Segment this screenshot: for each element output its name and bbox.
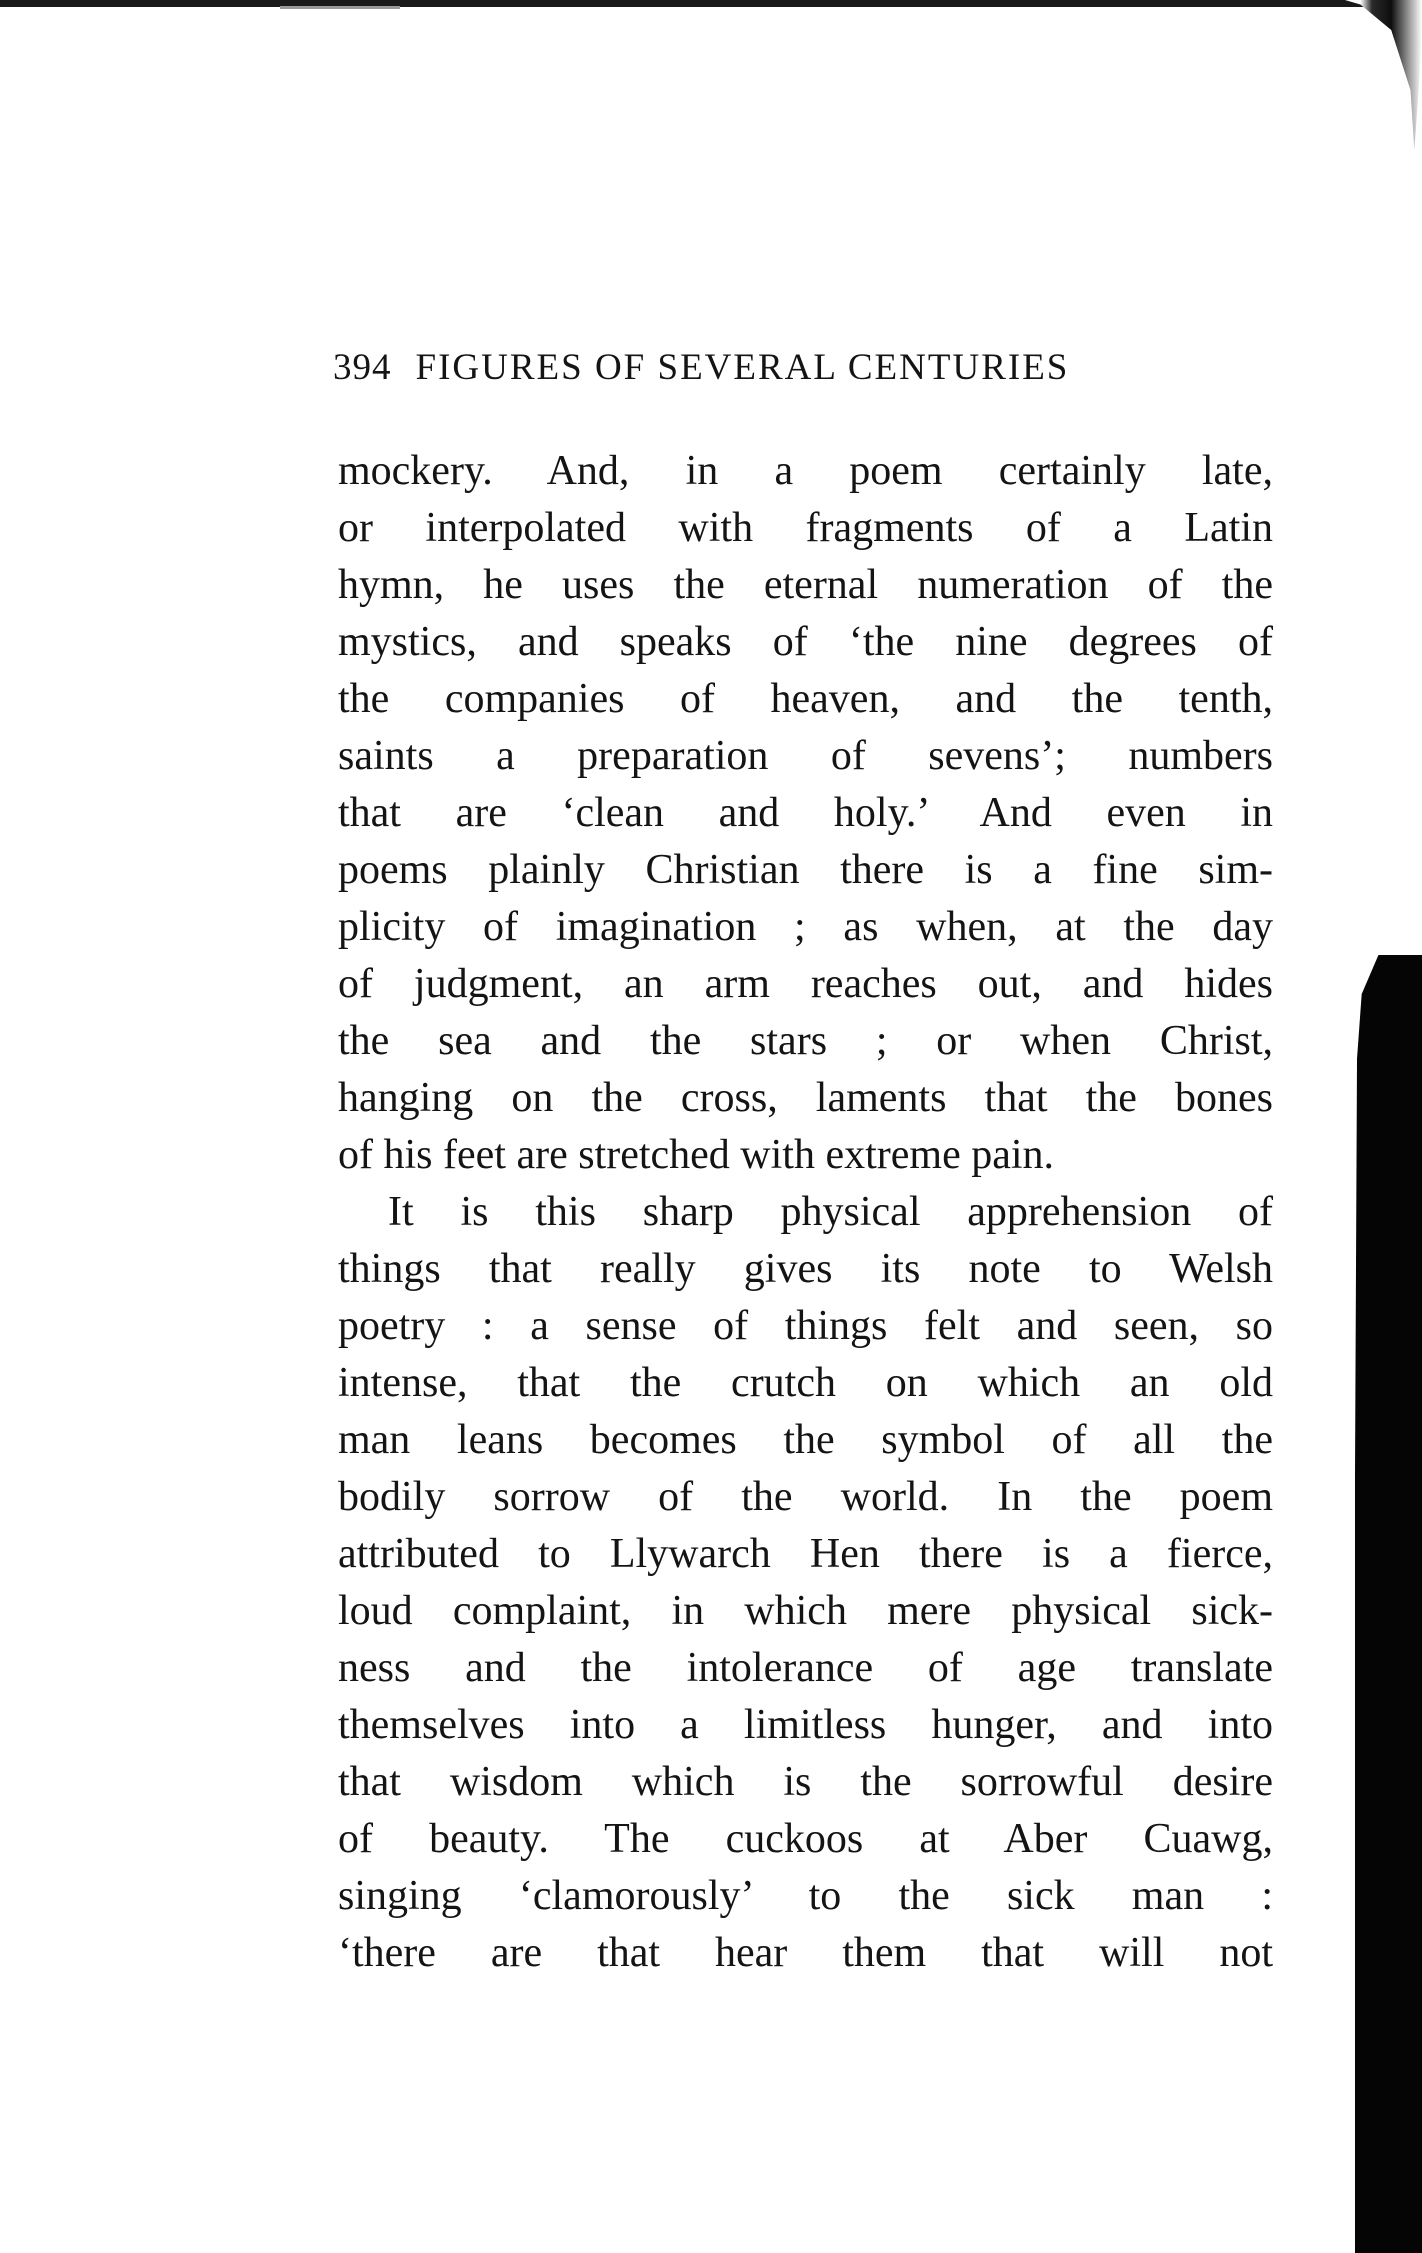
text-line: hymn, he uses the eternal numeration of the [338, 562, 1273, 608]
page-number: 394 [333, 347, 392, 388]
body-text [338, 443, 1273, 1982]
text-line: of judgment, an arm reaches out, and hides [338, 961, 1273, 1007]
text-line: ness and the intolerance of age translate [338, 1645, 1273, 1691]
text-line: that wisdom which is the sorrowful desire [338, 1759, 1273, 1805]
text-line: mockery. And, in a poem certainly late, [338, 448, 1273, 494]
text-line: things that really gives its note to Welsh [338, 1246, 1273, 1292]
text-line: of beauty. The cuckoos at Aber Cuawg, [338, 1816, 1273, 1862]
text-line: bodily sorrow of the world. In the poem [338, 1474, 1273, 1520]
running-title: FIGURES OF SEVERAL CENTURIES [415, 347, 1070, 388]
text-line: hanging on the cross, laments that the bones [338, 1075, 1273, 1121]
text-line: mystics, and speaks of ‘the nine degrees of [338, 619, 1273, 665]
text-line: themselves into a limitless hunger, and into [338, 1702, 1273, 1748]
text-line: singing ‘clamorously’ to the sick man : [338, 1873, 1273, 1919]
text-line: man leans becomes the symbol of all the [338, 1417, 1273, 1463]
text-line: the sea and the stars ; or when Christ, [338, 1018, 1273, 1064]
text-line: loud complaint, in which mere physical sick- [338, 1588, 1273, 1634]
text-line: the companies of heaven, and the tenth, [338, 676, 1273, 722]
text-line: of his feet are stretched with extreme pain. [338, 1132, 1055, 1178]
text-line: attributed to Llywarch Hen there is a fierce, [338, 1531, 1273, 1577]
paragraph-first-line: It is this sharp physical apprehension of [388, 1189, 1273, 1235]
text-line: intense, that the crutch on which an old [338, 1360, 1273, 1406]
text-line: that are ‘clean and holy.’ And even in [338, 790, 1273, 836]
text-line: ‘there are that hear them that will not [338, 1930, 1273, 1976]
text-line: saints a preparation of sevens’; numbers [338, 733, 1273, 779]
text-line: poems plainly Christian there is a fine sim- [338, 847, 1273, 893]
text-line: plicity of imagination ; as when, at the day [338, 904, 1273, 950]
running-head [333, 346, 1278, 406]
text-line: or interpolated with fragments of a Latin [338, 505, 1273, 551]
text-line: poetry : a sense of things felt and seen, so [338, 1303, 1273, 1349]
